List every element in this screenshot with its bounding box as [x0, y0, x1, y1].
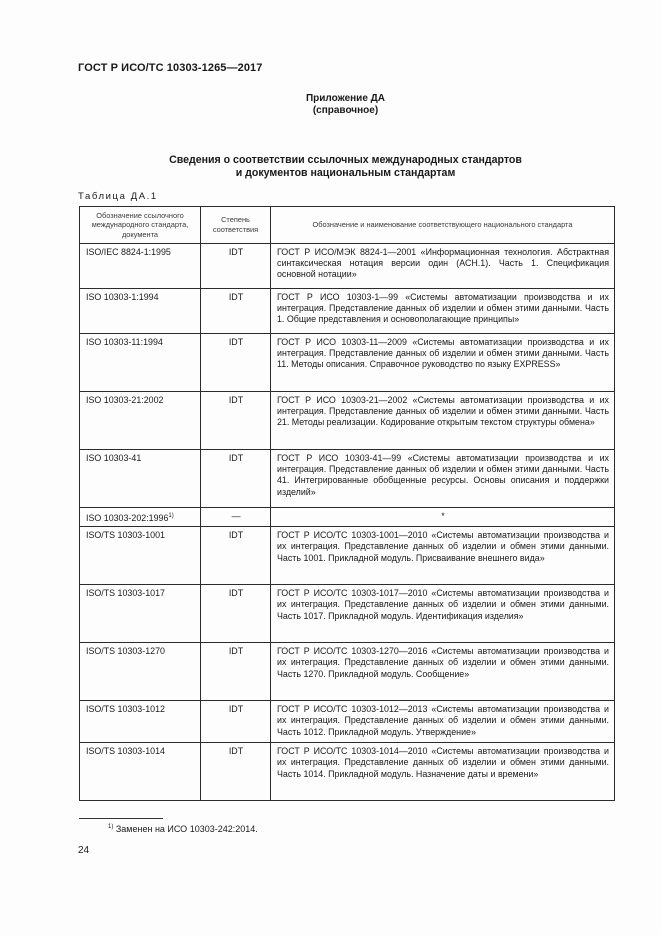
table-row — [80, 334, 615, 392]
footnote-marker: 1) — [108, 824, 114, 830]
national-cell: ГОСТ Р ИСО 10303-21—2002 «Системы автоматизации производства и их интеграция. Представление данных об изделии и обмен этими данными. Часть 21. Методы реализации. Кодирование открытым текстом структуры обмена» — [271, 392, 615, 450]
table-row — [80, 392, 615, 450]
annex-heading — [0, 93, 661, 117]
degree-cell: IDT — [201, 392, 271, 450]
national-cell: ГОСТ Р ИСО 10303-41—99 «Системы автоматизации производства и их интеграция. Представление данных об изделии и обмен этими данными. Часть 41. Интегрированные обобщенные ресурсы. Основы описания и поддержки изделий» — [271, 450, 615, 508]
degree-cell: IDT — [201, 743, 271, 801]
degree-cell: IDT — [201, 585, 271, 643]
national-cell: ГОСТ Р ИСО/ТС 10303-1017—2010 «Системы автоматизации производства и их интеграция. Представление данных об изделии и обмен этими данными. Часть 1017. Прикладной модуль. Идентификация изделия» — [271, 585, 615, 643]
ref-cell: ISO/TS 10303-1012 — [80, 701, 201, 743]
standard-header: ГОСТ Р ИСО/ТС 10303-1265—2017 — [78, 62, 263, 74]
table-header-row — [80, 207, 615, 244]
national-cell: ГОСТ Р ИСО/ТС 10303-1012—2013 «Системы автоматизации производства и их интеграция. Представление данных об изделии и обмен этими данными. Часть 1012. Прикладной модуль. Утверждение» — [271, 701, 615, 743]
ref-cell: ISO 10303-21:2002 — [80, 392, 201, 450]
national-cell: ГОСТ Р ИСО/ТС 10303-1014—2010 «Системы автоматизации производства и их интеграция. Представление данных об изделии и обмен этими данными. Часть 1014. Прикладной модуль. Назначение даты и времени» — [271, 743, 615, 801]
national-cell: ГОСТ Р ИСО/ТС 10303-1001—2010 «Системы автоматизации производства и их интеграция. Представление данных об изделии и обмен этими данными. Часть 1001. Прикладной модуль. Присваивание внешнего вида» — [271, 527, 615, 585]
degree-cell: IDT — [201, 289, 271, 334]
ref-cell: ISO 10303-41 — [80, 450, 201, 508]
table-row — [80, 244, 615, 289]
header-national-standard: Обозначение и наименование соответствующего национального стандарта — [271, 207, 615, 244]
ref-cell: ISO 10303-11:1994 — [80, 334, 201, 392]
degree-cell: IDT — [201, 701, 271, 743]
degree-cell: IDT — [201, 244, 271, 289]
table-row — [80, 450, 615, 508]
page-number: 24 — [78, 845, 90, 856]
national-cell: ГОСТ Р ИСО 10303-1—99 «Системы автоматизации производства и их интеграция. Представление данных об изделии и обмен этими данными. Часть 1. Общие представления и основополагающие принципы» — [271, 289, 615, 334]
table-row — [80, 289, 615, 334]
degree-cell: IDT — [201, 527, 271, 585]
footnote — [108, 824, 258, 834]
caption-line-1: Сведения о соответствии ссылочных международных стандартов — [169, 154, 522, 166]
table-row — [80, 508, 615, 527]
ref-cell: ISO/TS 10303-1270 — [80, 643, 201, 701]
table-row — [80, 701, 615, 743]
footnote-divider — [79, 818, 163, 819]
caption-line-2: и документов национальным стандартам — [235, 167, 456, 179]
annex-type: (справочное) — [312, 105, 379, 116]
national-cell: * — [271, 508, 615, 527]
ref-cell: ISO/TS 10303-1014 — [80, 743, 201, 801]
ref-cell — [80, 508, 201, 527]
header-degree: Степень соответствия — [201, 207, 271, 244]
ref-cell: ISO 10303-1:1994 — [80, 289, 201, 334]
annex-title: Приложение ДА — [305, 93, 386, 104]
ref-text: ISO 10303-202:1996 — [86, 513, 169, 523]
table-label: Таблица ДА.1 — [78, 191, 158, 202]
ref-cell: ISO/IEC 8824-1:1995 — [80, 244, 201, 289]
table-row — [80, 527, 615, 585]
degree-cell: IDT — [201, 334, 271, 392]
footnote-marker: 1) — [168, 513, 174, 519]
ref-cell: ISO/TS 10303-1017 — [80, 585, 201, 643]
ref-cell: ISO/TS 10303-1001 — [80, 527, 201, 585]
degree-cell: IDT — [201, 450, 271, 508]
table-row — [80, 743, 615, 801]
footnote-text: Заменен на ИСО 10303-242:2014. — [115, 824, 258, 834]
table-row — [80, 585, 615, 643]
national-cell: ГОСТ Р ИСО 10303-11—2009 «Системы автоматизации производства и их интеграция. Представление данных об изделии и обмен этими данными. Часть 11. Методы описания. Справочное руководство по языку EXPRESS» — [271, 334, 615, 392]
degree-cell: IDT — [201, 643, 271, 701]
table-caption — [0, 154, 661, 180]
national-cell: ГОСТ Р ИСО/ТС 10303-1270—2016 «Системы автоматизации производства и их интеграция. Представление данных об изделии и обмен этими данными. Часть 1270. Прикладной модуль. Сообщение» — [271, 643, 615, 701]
table-row — [80, 643, 615, 701]
header-ref-standard: Обозначение ссылочного международного стандарта, документа — [80, 207, 201, 244]
correspondence-table — [79, 206, 615, 801]
degree-cell: — — [201, 508, 271, 527]
national-cell: ГОСТ Р ИСО/МЭК 8824-1—2001 «Информационная технология. Абстрактная синтаксическая нотация версии один (АСН.1). Часть 1. Спецификация основной нотации» — [271, 244, 615, 289]
